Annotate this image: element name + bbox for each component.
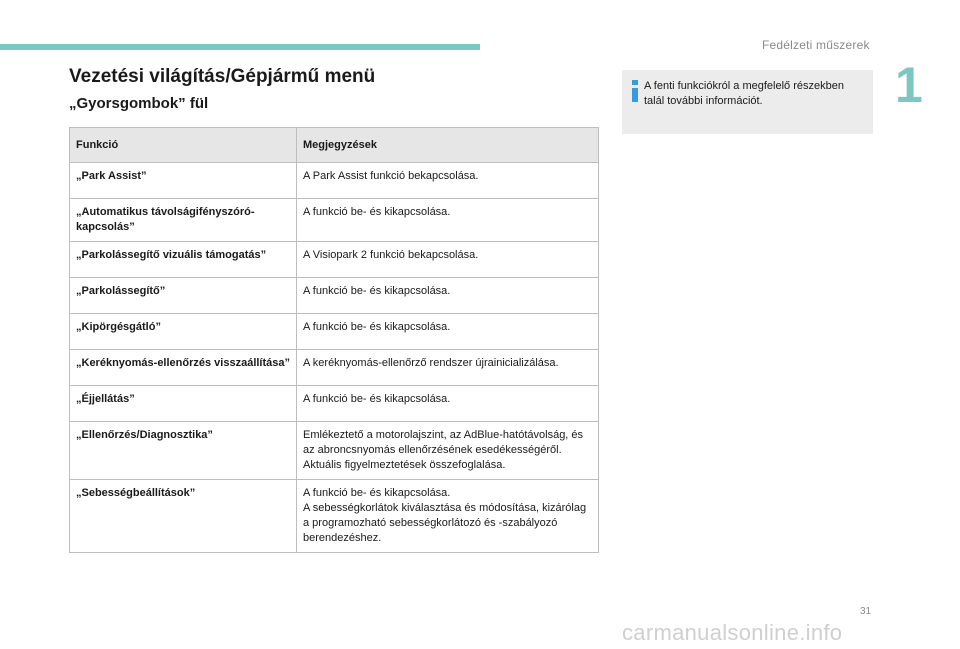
column-header-notes: Megjegyzések [297, 128, 599, 163]
table-row [70, 480, 599, 553]
function-cell: „Park Assist” [70, 163, 297, 199]
chapter-number: 1 [895, 57, 923, 113]
header-accent-bar [0, 44, 480, 50]
note-cell: A Visiopark 2 funkció bekapcsolása. [297, 242, 599, 278]
note-cell: A funkció be- és kikapcsolása. [297, 386, 599, 422]
note-cell: A funkció be- és kikapcsolása. [297, 314, 599, 350]
page-subtitle: „Gyorsgombok” fül [69, 95, 209, 112]
page-number: 31 [860, 606, 872, 617]
note-cell: Emlékeztető a motorolajszint, az AdBlue-hatótávolság, és az abroncsnyomás ellenőrzésének esedékességéről. Aktuális figyelmeztetések összefoglalása. [297, 422, 599, 480]
table-header-row [70, 128, 599, 163]
table-row [70, 242, 599, 278]
table-row [70, 163, 599, 199]
info-text: A fenti funkciókról a megfelelő részekben talál további információt. [644, 80, 844, 107]
function-cell: „Sebességbeállítások” [70, 480, 297, 553]
table-row [70, 199, 599, 242]
function-cell: „Keréknyomás-ellenőrzés visszaállítása” [70, 350, 297, 386]
column-header-function: Funkció [70, 128, 297, 163]
info-icon [630, 80, 640, 102]
note-cell: A funkció be- és kikapcsolása. [297, 278, 599, 314]
table-row [70, 314, 599, 350]
note-cell: A Park Assist funkció bekapcsolása. [297, 163, 599, 199]
page-title: Vezetési világítás/Gépjármű menü [69, 66, 376, 87]
function-cell: „Parkolássegítő vizuális támogatás” [70, 242, 297, 278]
note-cell: A keréknyomás-ellenőrző rendszer újrainicializálása. [297, 350, 599, 386]
function-cell: „Parkolássegítő” [70, 278, 297, 314]
watermark: carmanualsonline.info [622, 620, 843, 645]
function-table [69, 127, 599, 553]
section-title: Fedélzeti műszerek [762, 38, 870, 52]
function-cell: „Éjjellátás” [70, 386, 297, 422]
table-row [70, 350, 599, 386]
function-cell: „Kipörgésgátló” [70, 314, 297, 350]
function-cell: „Ellenőrzés/Diagnosztika” [70, 422, 297, 480]
function-cell: „Automatikus távolságifényszóró-kapcsolás” [70, 199, 297, 242]
table-row [70, 386, 599, 422]
note-cell: A funkció be- és kikapcsolása. [297, 199, 599, 242]
note-cell: A funkció be- és kikapcsolása. A sebességkorlátok kiválasztása és módosítása, kizárólag a programozható sebességkorlátozó és -szabályozó berendezéshez. [297, 480, 599, 553]
table-row [70, 422, 599, 480]
table-row [70, 278, 599, 314]
info-box [622, 70, 873, 134]
